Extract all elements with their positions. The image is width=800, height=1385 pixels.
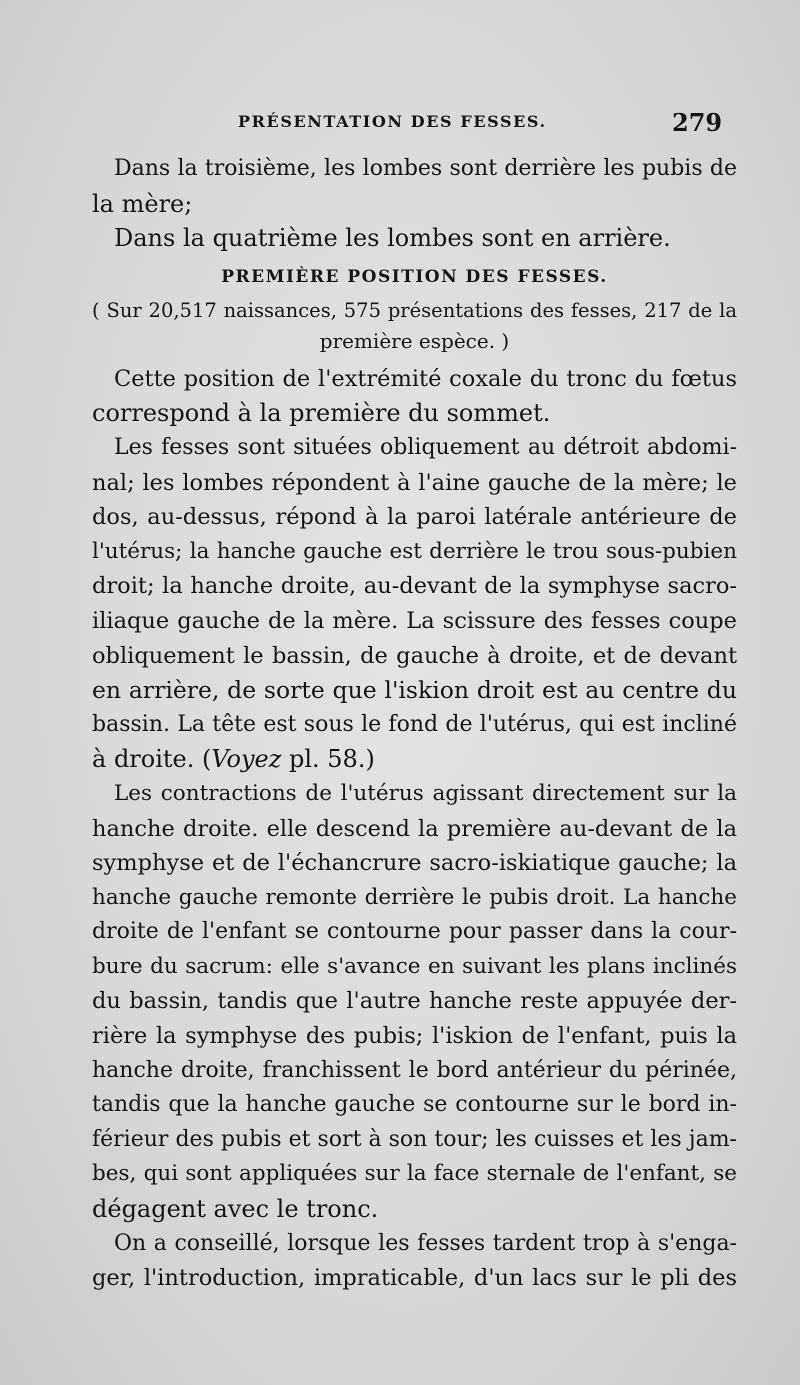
text-line: correspond à la première du sommet. bbox=[92, 399, 551, 428]
text-line: bes, qui sont appliquées sur la face sternale de l'enfant, se bbox=[92, 1161, 737, 1187]
paragraph-2 bbox=[92, 431, 737, 777]
text-line: en arrière, de sorte que l'iskion droit est au centre du bbox=[92, 676, 737, 705]
section-heading: PREMIÈRE POSITION DES FESSES. bbox=[221, 266, 608, 287]
text-line: tandis que la hanche gauche se contourne sur le bord in- bbox=[92, 1092, 737, 1118]
text-line: hanche gauche remonte derrière le pubis droit. La hanche bbox=[92, 884, 737, 910]
text-line: hanche droite. elle descend la première au-devant de la bbox=[92, 815, 737, 842]
text-line: la mère; bbox=[92, 189, 193, 218]
text-line: Dans la quatrième les lombes sont en arrière. bbox=[114, 224, 671, 253]
text-line: rière la symphyse des pubis; l'iskion de l'enfant, puis la bbox=[92, 1023, 737, 1050]
text-line: bassin. La tête est sous le fond de l'utérus, qui est incliné bbox=[92, 711, 737, 737]
text-line: dégagent avec le tronc. bbox=[92, 1195, 379, 1224]
text-line bbox=[92, 742, 737, 777]
page-body bbox=[92, 152, 737, 1296]
text-line: On a conseillé, lorsque les fesses tardent trop à s'enga- bbox=[114, 1230, 737, 1256]
text-line: hanche droite, franchissent le bord antérieur du périnée, bbox=[92, 1057, 737, 1083]
text-line: ger, l'introduction, impraticable, d'un lacs sur le pli des bbox=[92, 1265, 737, 1292]
running-title: PRÉSENTATION DES FESSES. bbox=[238, 112, 547, 131]
paragraph-3 bbox=[92, 777, 737, 1227]
text-segment: pl. 58.) bbox=[281, 745, 375, 774]
text-line: obliquement le bassin, de gauche à droite, et de devant bbox=[92, 642, 737, 669]
text-line: Les contractions de l'utérus agissant directement sur la bbox=[114, 780, 737, 806]
text-line: droite de l'enfant se contourne pour passer dans la cour- bbox=[92, 919, 737, 945]
page-number: 279 bbox=[672, 108, 723, 137]
paragraph-4 bbox=[92, 1227, 737, 1296]
text-line: Cette position de l'extrémité coxale du tronc du fœtus bbox=[114, 365, 737, 392]
note-line: ( Sur 20,517 naissances, 575 présentations des fesses, 217 de la bbox=[92, 298, 737, 322]
page-header bbox=[0, 108, 800, 148]
text-line: bure du sacrum: elle s'avance en suivant les plans inclinés bbox=[92, 953, 737, 979]
text-line: du bassin, tandis que l'autre hanche reste appuyée der- bbox=[92, 988, 737, 1015]
text-line: droit; la hanche droite, au-devant de la symphyse sacro- bbox=[92, 573, 737, 600]
text-line: Les fesses sont situées obliquement au détroit abdomi- bbox=[114, 434, 737, 460]
italic-reference: Voyez bbox=[211, 745, 282, 774]
text-line: l'utérus; la hanche gauche est derrière le trou sous-pubien bbox=[92, 538, 737, 564]
note-line: première espèce. ) bbox=[319, 328, 510, 353]
text-line: dos, au-dessus, répond à la paroi latérale antérieure de bbox=[92, 504, 737, 531]
text-line: symphyse et de l'échancrure sacro-iskiatique gauche; la bbox=[92, 850, 737, 877]
text-line: Dans la troisième, les lombes sont derrière les pubis de bbox=[114, 156, 737, 181]
text-line: iliaque gauche de la mère. La scissure des fesses coupe bbox=[92, 607, 737, 634]
text-line: férieur des pubis et sort à son tour; les cuisses et les jam- bbox=[92, 1126, 737, 1152]
text-line: nal; les lombes répondent à l'aine gauche de la mère; le bbox=[92, 469, 737, 496]
text-segment: à droite. ( bbox=[92, 745, 212, 774]
statistics-note bbox=[92, 296, 737, 356]
paragraph-1 bbox=[92, 362, 737, 431]
